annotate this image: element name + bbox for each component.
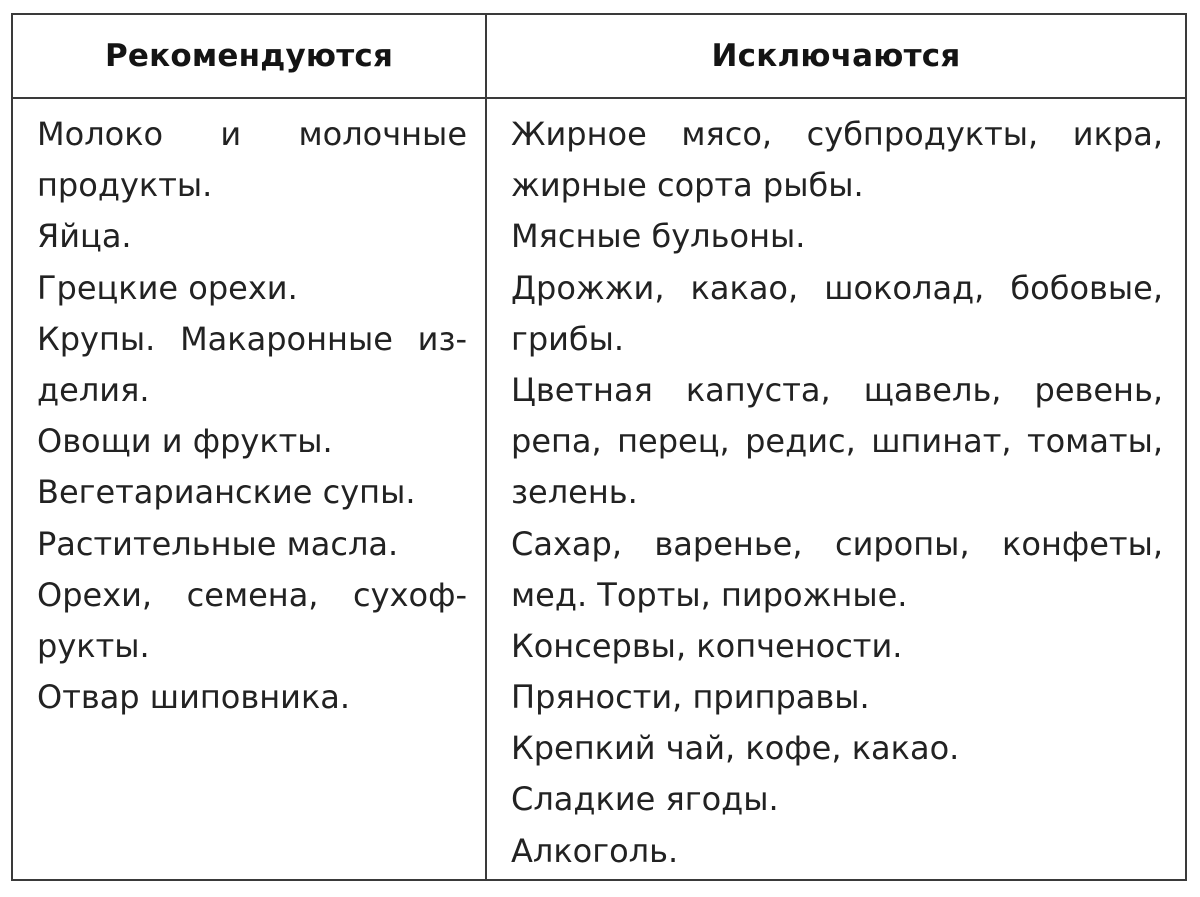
diet-table	[11, 13, 1187, 881]
excluded-line: мед. Торты, пирожные.	[511, 575, 908, 614]
recommended-line: продукты.	[37, 166, 213, 205]
excluded-line: зелень.	[511, 473, 638, 512]
recommended-line: Крупы. Макаронные из-	[37, 319, 467, 358]
excluded-line: грибы.	[511, 319, 625, 358]
excluded-line: Сахар, варенье, сиропы, конфеты,	[511, 524, 1163, 563]
excluded-line: Сладкие ягоды.	[511, 780, 779, 819]
recommended-line: Молоко и молочные	[37, 115, 467, 153]
header-recommended: Рекомендуются	[13, 15, 487, 99]
recommended-line: Яйца.	[37, 217, 132, 256]
excluded-line: Пряности, приправы.	[511, 678, 870, 717]
recommended-line: Растительные масла.	[37, 524, 399, 563]
excluded-line: Консервы, копчености.	[511, 626, 903, 665]
recommended-line: Отвар шиповника.	[37, 678, 351, 717]
excluded-line: Мясные бульоны.	[511, 217, 806, 256]
excluded-line: жирные сорта рыбы.	[511, 166, 864, 205]
recommended-line: рукты.	[37, 626, 150, 665]
recommended-line: Орехи, семена, сухоф-	[37, 575, 467, 614]
excluded-line: Жирное мясо, субпродукты, икра,	[511, 115, 1163, 153]
recommended-line: Вегетарианские супы.	[37, 473, 416, 512]
header-excluded: Исключаются	[487, 15, 1185, 99]
recommended-column	[13, 99, 487, 879]
excluded-line: Цветная капуста, щавель, ревень,	[511, 370, 1163, 409]
excluded-line: Крепкий чай, кофе, какао.	[511, 729, 960, 768]
excluded-line: Алкоголь.	[511, 831, 679, 870]
recommended-line: Грецкие орехи.	[37, 268, 298, 307]
recommended-line: Овощи и фрукты.	[37, 422, 333, 461]
excluded-column	[487, 99, 1185, 879]
recommended-line: делия.	[37, 370, 150, 409]
excluded-line: репа, перец, редис, шпинат, томаты,	[511, 422, 1163, 461]
excluded-line: Дрожжи, какао, шоколад, бобовые,	[511, 268, 1163, 307]
